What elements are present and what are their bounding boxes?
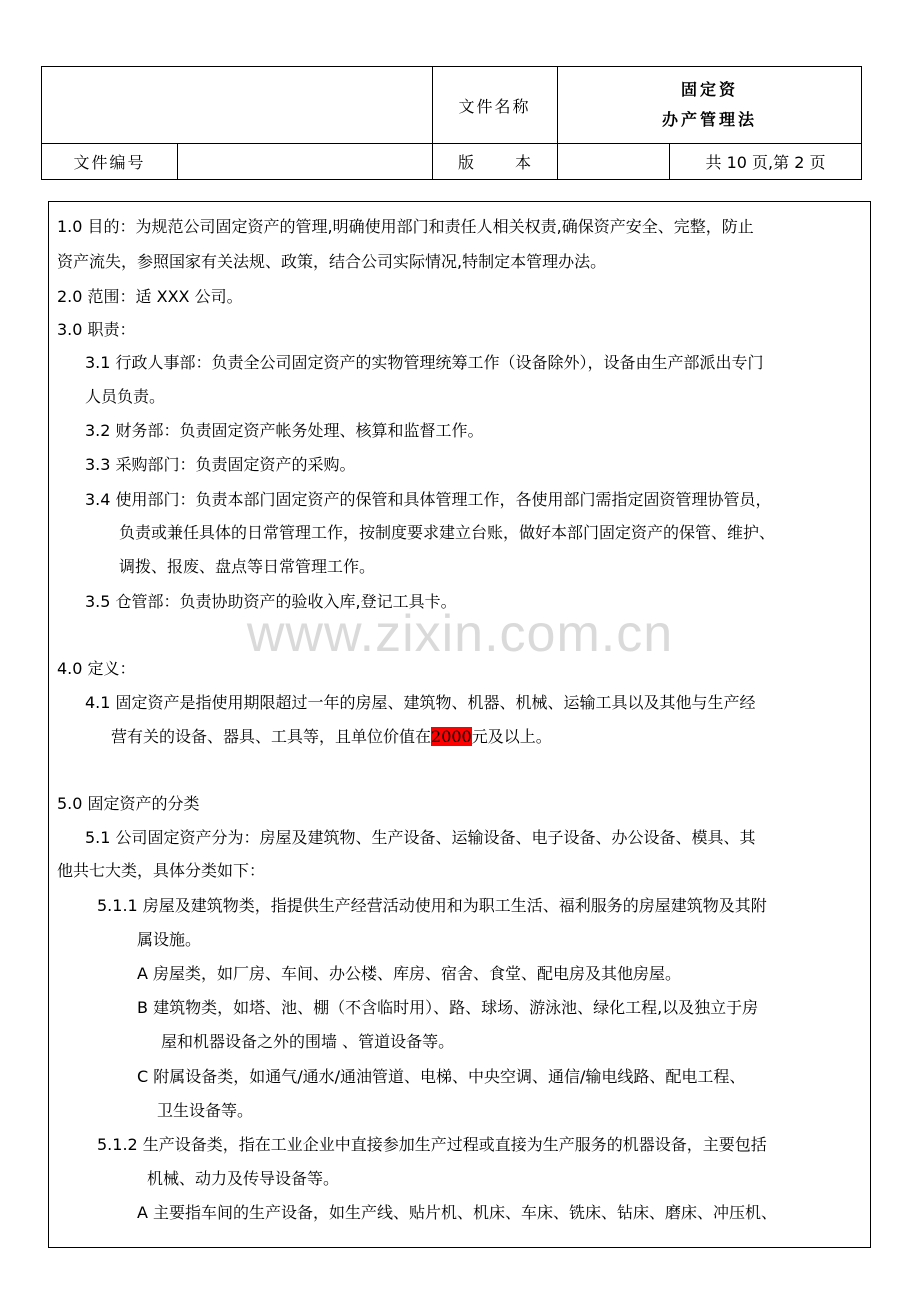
page-info: 共 10 页,第 2 页 — [705, 153, 826, 172]
document-title-line1: 固定资 — [680, 80, 738, 99]
section-heading: 5.0 固定资产的分类 — [57, 794, 200, 813]
document-title — [557, 67, 862, 143]
body-line: A 房屋类，如厂房、车间、办公楼、库房、宿舍、食堂、配电房及其他房屋。 — [137, 964, 682, 983]
body-line: 3.4 使用部门：负责本部门固定资产的保管和具体管理工作，各使用部门需指定固资管理协管员， — [85, 490, 772, 509]
body-line: 4.1 固定资产是指使用期限超过一年的房屋、建筑物、机器、机械、运输工具以及其他与生产经 — [85, 693, 756, 712]
body-line: 负责或兼任具体的日常管理工作，按制度要求建立台账，做好本部门固定资产的保管、维护、 — [119, 523, 776, 542]
body-line: 卫生设备等。 — [157, 1101, 254, 1120]
highlighted-value: 2000 — [431, 727, 472, 746]
version-label: 版 本 — [457, 153, 532, 172]
document-title-line2: 办产管理法 — [661, 110, 757, 129]
company-logo-cell — [42, 67, 432, 143]
body-line: C 附属设备类，如通气/通水/通油管道、电梯、中央空调、通信/输电线路、配电工程、 — [137, 1067, 746, 1086]
file-number-value — [177, 143, 432, 180]
body-line: A 主要指车间的生产设备，如生产线、贴片机、机床、车床、铣床、钻床、磨床、冲压机、 — [137, 1203, 778, 1222]
body-line: 他共七大类，具体分类如下： — [57, 861, 266, 880]
body-line: 5.1 公司固定资产分为：房屋及建筑物、生产设备、运输设备、电子设备、办公设备、模具、其 — [85, 828, 756, 847]
body-line: 3.1 行政人事部：负责全公司固定资产的实物管理统筹工作（设备除外），设备由生产部派出专门 — [85, 353, 764, 372]
body-line: 3.3 采购部门：负责固定资产的采购。 — [85, 455, 356, 474]
body-text: 元及以上。 — [471, 727, 552, 746]
body-line: 人员负责。 — [85, 387, 166, 406]
body-line: 属设施。 — [137, 930, 202, 949]
body-line: 3.5 仓管部：负责协助资产的验收入库,登记工具卡。 — [85, 592, 457, 611]
file-number-label: 文件编号 — [73, 153, 146, 172]
section-heading: 4.0 定义： — [57, 659, 136, 678]
file-name-label: 文件名称 — [458, 96, 531, 116]
body-line: 3.2 财务部：负责固定资产帐务处理、核算和监督工作。 — [85, 421, 484, 440]
body-line: 5.1.2 生产设备类，指在工业企业中直接参加生产过程或直接为生产服务的机器设备，主要包括 — [97, 1135, 767, 1154]
section-heading: 3.0 职责： — [57, 320, 136, 339]
body-line: B 建筑物类，如塔、池、棚（不含临时用）、路、球场、游泳池、绿化工程,以及独立于房 — [137, 998, 759, 1017]
body-line: 调拨、报废、盘点等日常管理工作。 — [119, 557, 376, 576]
watermark: www.zixin.com.cn — [246, 605, 674, 663]
body-line: 机械、动力及传导设备等。 — [147, 1169, 340, 1188]
body-line — [111, 726, 552, 748]
body-line: 资产流失，参照国家有关法规、政策，结合公司实际情况,特制定本管理办法。 — [57, 252, 607, 271]
version-value — [557, 143, 669, 180]
body-line: 1.0 目的：为规范公司固定资产的管理,明确使用部门和责任人相关权责,确保资产安全、完整，防止 — [57, 217, 754, 236]
body-line: 2.0 范围：适 XXX 公司。 — [57, 287, 243, 306]
body-line: 5.1.1 房屋及建筑物类，指提供生产经营活动使用和为职工生活、福利服务的房屋建筑物及其附 — [97, 896, 767, 915]
body-text: 营有关的设备、器具、工具等，且单位价值在 — [111, 727, 432, 746]
document-body — [48, 201, 871, 1248]
document-header-table — [41, 66, 862, 180]
body-line: 屋和机器设备之外的围墙 、管道设备等。 — [161, 1032, 455, 1051]
